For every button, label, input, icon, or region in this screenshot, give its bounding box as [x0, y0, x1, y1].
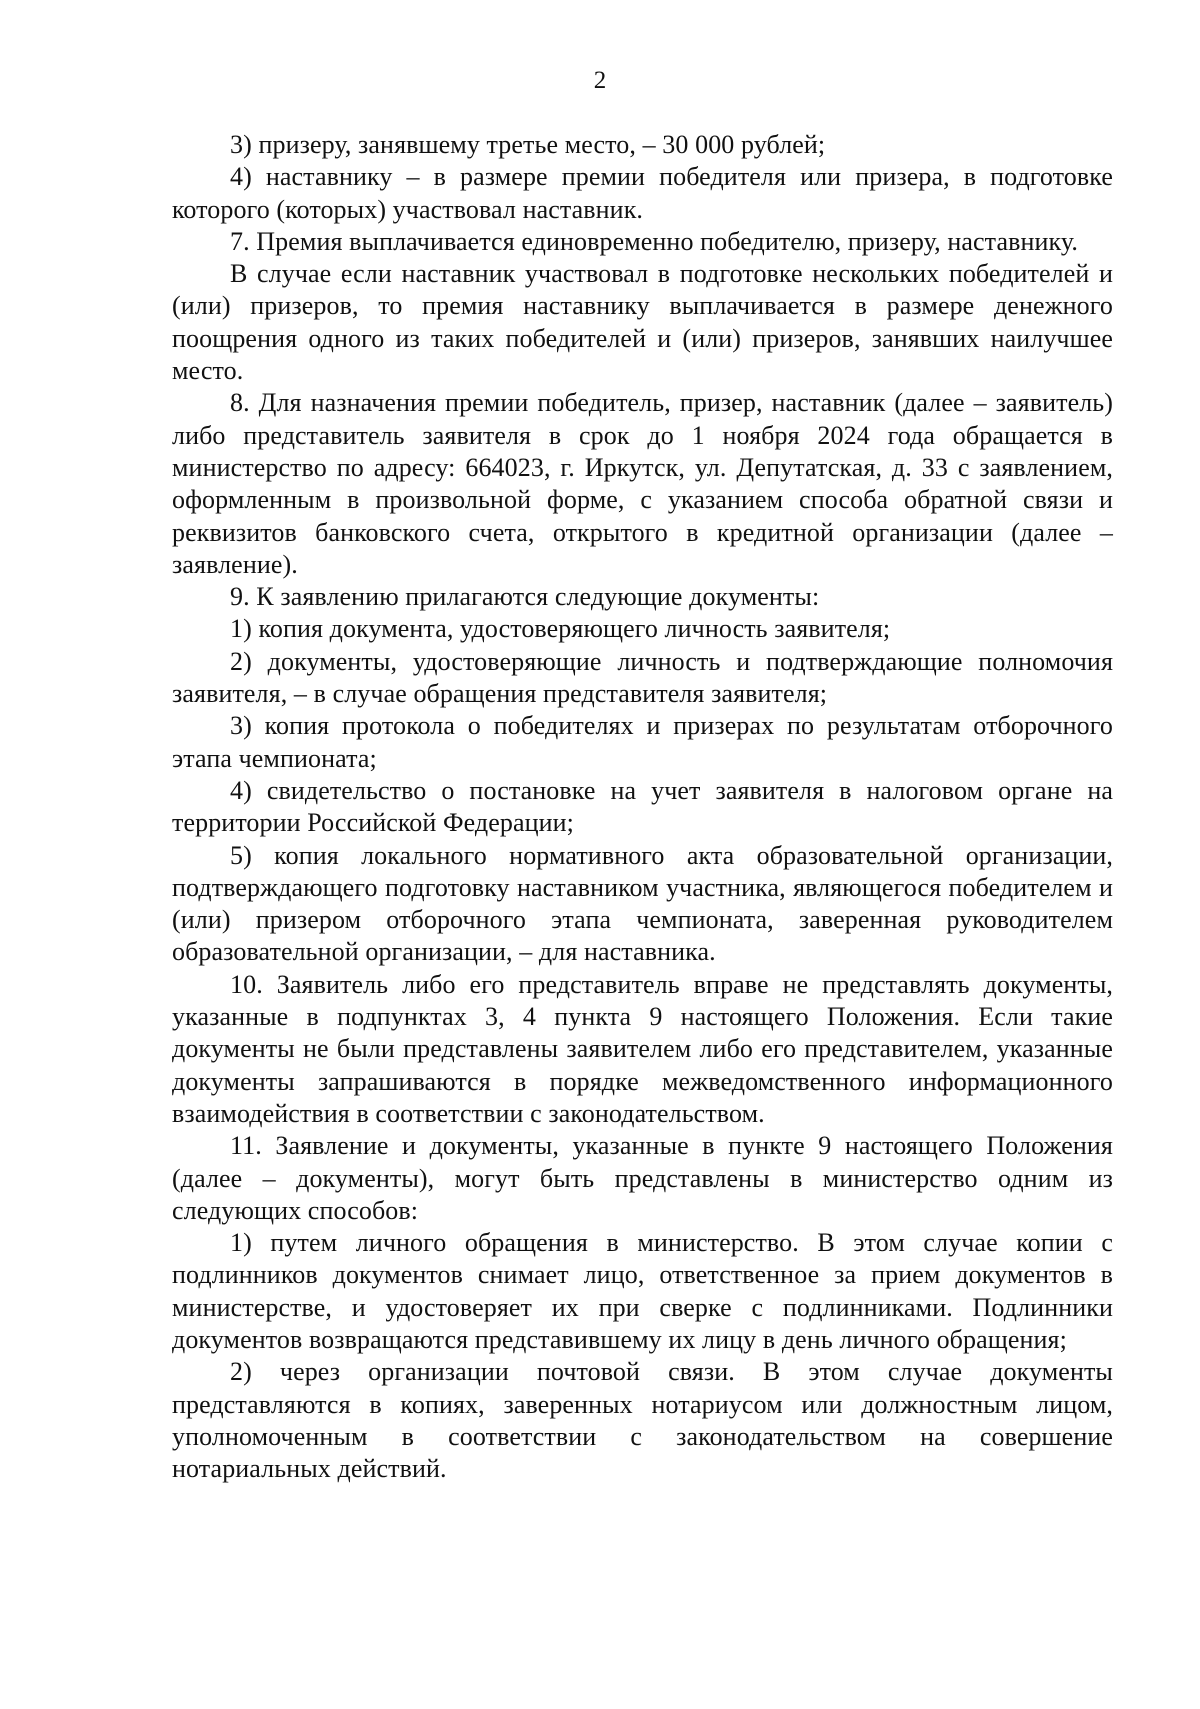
paragraph-item-10: 10. Заявитель либо его представитель вправе не представлять документы, указанные в подпунктах 3, 4 пункта 9 настоящего Положения. Если такие документы не были представлены заявителем либо его представителем, указанные документы запрашиваются в порядке межведомственного информационного взаимодействия в соответствии с законодательством.: [172, 969, 1113, 1128]
paragraph-item-9: 9. К заявлению прилагаются следующие документы:: [230, 582, 820, 612]
paragraph-item-9-5: 5) копия локального нормативного акта образовательной организации, подтверждающего подготовку наставником участника, являющегося победителем и (или) призером отборочного этапа чемпионата, заверенная руководителем образовательной организации, – для наставника.: [172, 840, 1113, 967]
paragraph-item-8: 8. Для назначения премии победитель, призер, наставник (далее – заявитель) либо представитель заявителя в срок до 1 ноября 2024 года обращается в министерство по адресу: 664023, г. Иркутск, ул. Депутатская, д. 33 с заявлением, оформленным в произвольной форме, с указанием способа обратной связи и реквизитов банковского счета, открытого в кредитной организации (далее – заявление).: [172, 388, 1113, 579]
paragraph-item-11-2: 2) через организации почтовой связи. В этом случае документы представляются в копиях, заверенных нотариусом или должностным лицом, уполномоченным в соответствии с законодательством на совершение нотариальных действий.: [172, 1357, 1113, 1484]
document-body: [172, 129, 1113, 1485]
page-number: 2: [593, 67, 607, 94]
paragraph-item-9-3: 3) копия протокола о победителях и призерах по результатам отборочного этапа чемпионата;: [172, 711, 1113, 773]
paragraph-item-11-1: 1) путем личного обращения в министерство. В этом случае копии с подлинников документов снимает лицо, ответственное за прием документов в министерстве, и удостоверяет их при сверке с подлинниками. Подлинники документов возвращаются представившему их лицу в день личного обращения;: [172, 1228, 1113, 1354]
paragraph-item-11: 11. Заявление и документы, указанные в пункте 9 настоящего Положения (далее – документы), могут быть представлены в министерство одним из следующих способов:: [172, 1131, 1113, 1225]
paragraph-mentor-prize: 4) наставнику – в размере премии победителя или призера, в подготовке которого (которых) участвовал наставник.: [172, 162, 1113, 224]
paragraph-item-9-2: 2) документы, удостоверяющие личность и подтверждающие полномочия заявителя, – в случае обращения представителя заявителя;: [172, 646, 1113, 709]
paragraph-item-9-4: 4) свидетельство о постановке на учет заявителя в налоговом органе на территории Российской Федерации;: [172, 775, 1113, 838]
paragraph-item-9-1: 1) копия документа, удостоверяющего личность заявителя;: [230, 614, 891, 644]
paragraph-prize-third-place: 3) призеру, занявшему третье место, – 30 000 рублей;: [230, 130, 826, 159]
paragraph-item-7: 7. Премия выплачивается единовременно победителю, призеру, наставнику.: [230, 226, 1078, 256]
paragraph-multiple-winners: В случае если наставник участвовал в подготовке нескольких победителей и (или) призеров, то премия наставнику выплачивается в размере денежного поощрения одного из таких победителей и (или) призеров, занявших наилучшее место.: [172, 259, 1113, 386]
